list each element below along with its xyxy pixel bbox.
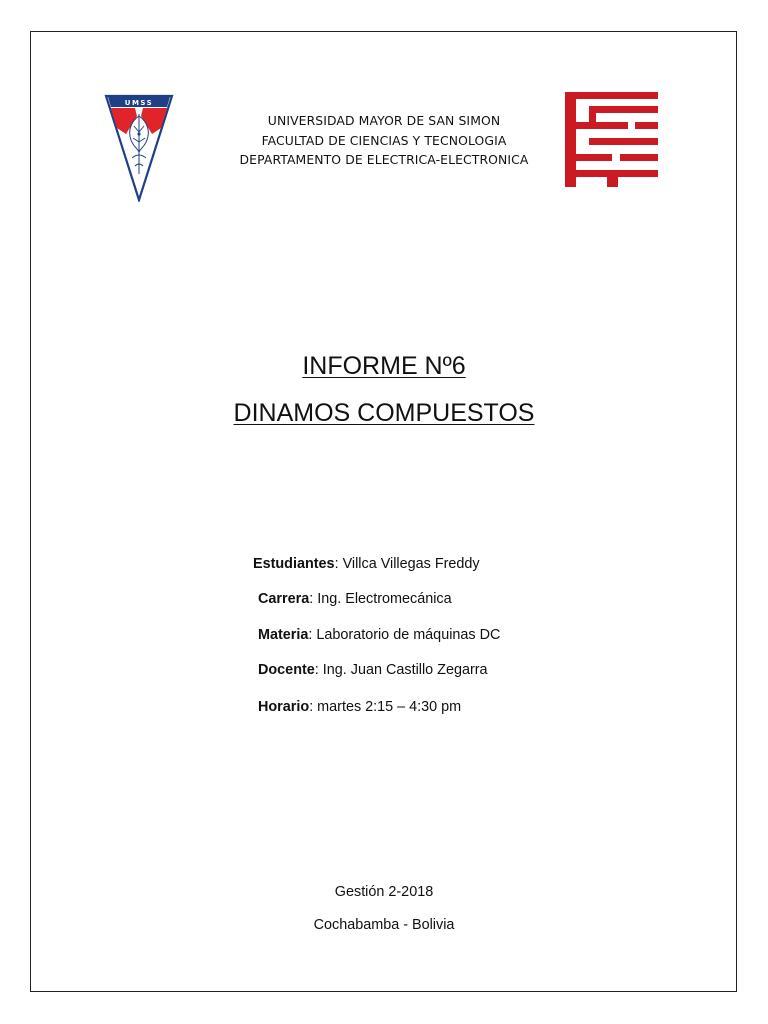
career-value: : Ing. Electromecánica [309, 591, 452, 607]
gestion-text: Gestión 2-2018 [334, 884, 434, 900]
career-label: Carrera [258, 591, 310, 607]
students-value: : Villca Villegas Freddy [334, 556, 480, 572]
students-row [253, 556, 480, 572]
subject-label: Materia [258, 627, 309, 643]
subject-row [258, 627, 500, 643]
location-text: Cochabamba - Bolivia [313, 917, 455, 933]
umss-logo [104, 94, 174, 202]
schedule-value: : martes 2:15 – 4:30 pm [309, 699, 462, 715]
report-number: INFORME Nº6 [302, 352, 466, 380]
institution-header [200, 111, 568, 170]
report-title: DINAMOS COMPUESTOS [233, 399, 535, 427]
fcyt-logo [565, 92, 659, 188]
umss-logo-text: UMSS [124, 99, 154, 108]
teacher-row [258, 662, 488, 678]
schedule-label: Horario [258, 699, 310, 715]
schedule-row [258, 699, 461, 715]
department-name: DEPARTAMENTO DE ELECTRICA-ELECTRONICA [239, 152, 529, 167]
teacher-value: : Ing. Juan Castillo Zegarra [314, 662, 488, 678]
teacher-label: Docente [258, 662, 315, 678]
faculty-name: FACULTAD DE CIENCIAS Y TECNOLOGIA [261, 132, 507, 148]
subject-value: : Laboratorio de máquinas DC [308, 627, 501, 643]
students-label: Estudiantes [253, 556, 335, 572]
university-name: UNIVERSIDAD MAYOR DE SAN SIMON [267, 113, 501, 128]
career-row [258, 591, 452, 607]
